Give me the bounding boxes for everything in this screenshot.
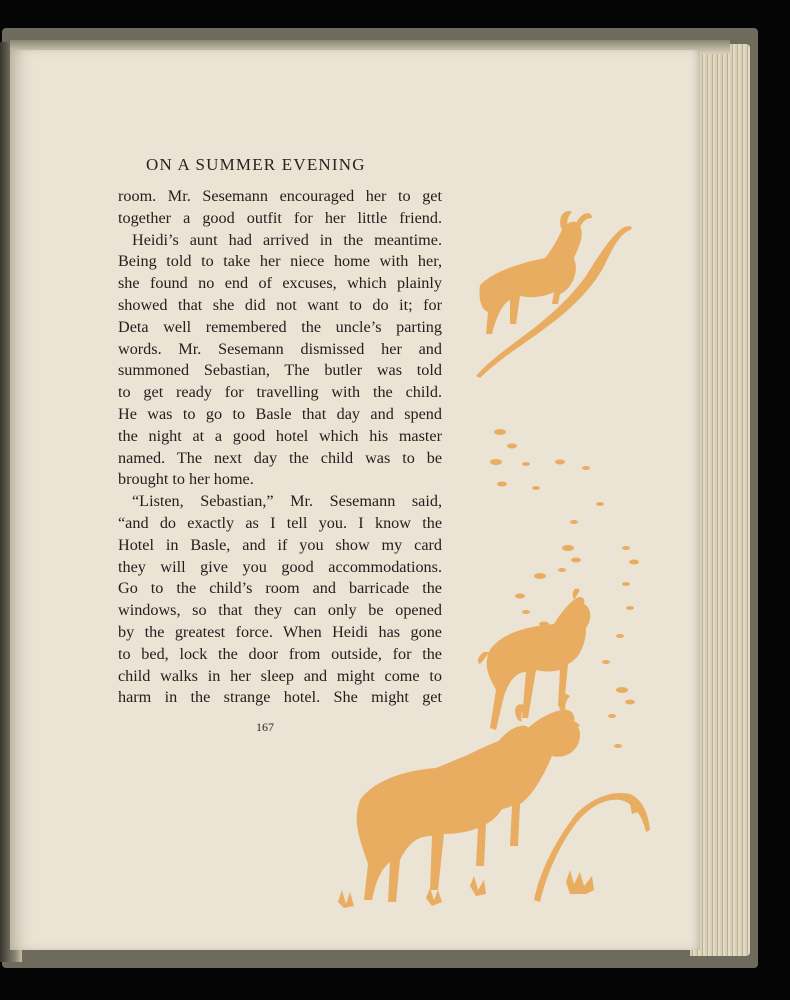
goats-climbing-mountain-path-icon bbox=[330, 200, 660, 920]
text-line: together a good outfit for her little friend. bbox=[118, 208, 442, 227]
text-line: “and do exactly as I tell you. I know the bbox=[118, 513, 442, 532]
text-line: showed that she did not want to do it; for bbox=[118, 295, 442, 314]
text-line: room. Mr. Sesemann encouraged her to get bbox=[118, 187, 442, 205]
text-line: she found no end of excuses, which plainly bbox=[118, 274, 442, 293]
text-line: child walks in her sleep and might come to bbox=[118, 666, 442, 685]
running-head: ON A SUMMER EVENING bbox=[146, 155, 366, 174]
text-line: windows, so that they can only be opened bbox=[118, 601, 442, 620]
page-number: 167 bbox=[256, 720, 274, 734]
text-line: Hotel in Basle, and if you show my card bbox=[118, 535, 442, 554]
text-line: Deta well remembered the uncle’s parting bbox=[118, 317, 442, 336]
text-line: by the greatest force. When Heidi has gone bbox=[118, 622, 442, 641]
text-line: Being told to take her niece home with her, bbox=[118, 252, 442, 271]
text-line: words. Mr. Sesemann dismissed her and bbox=[118, 339, 442, 358]
text-line: to get ready for travelling with the child. bbox=[118, 383, 442, 402]
text-line: the night at a good hotel which his master bbox=[118, 426, 442, 445]
text-line: brought to her home. bbox=[118, 470, 254, 489]
text-line: summoned Sebastian, The butler was told bbox=[118, 361, 442, 380]
text-line: named. The next day the child was to be bbox=[118, 448, 442, 467]
text-line: Heidi’s aunt had arrived in the meantime. bbox=[132, 230, 442, 249]
text-line: “Listen, Sebastian,” Mr. Sesemann said, bbox=[132, 492, 442, 511]
text-line: Go to the child’s room and barricade the bbox=[118, 579, 442, 598]
text-line: He was to go to Basle that day and spend bbox=[118, 404, 442, 423]
text-line: to bed, lock the door from outside, for the bbox=[118, 644, 442, 663]
text-line: harm in the strange hotel. She might get bbox=[118, 688, 442, 707]
text-line: they will give you good accommodations. bbox=[118, 557, 442, 576]
